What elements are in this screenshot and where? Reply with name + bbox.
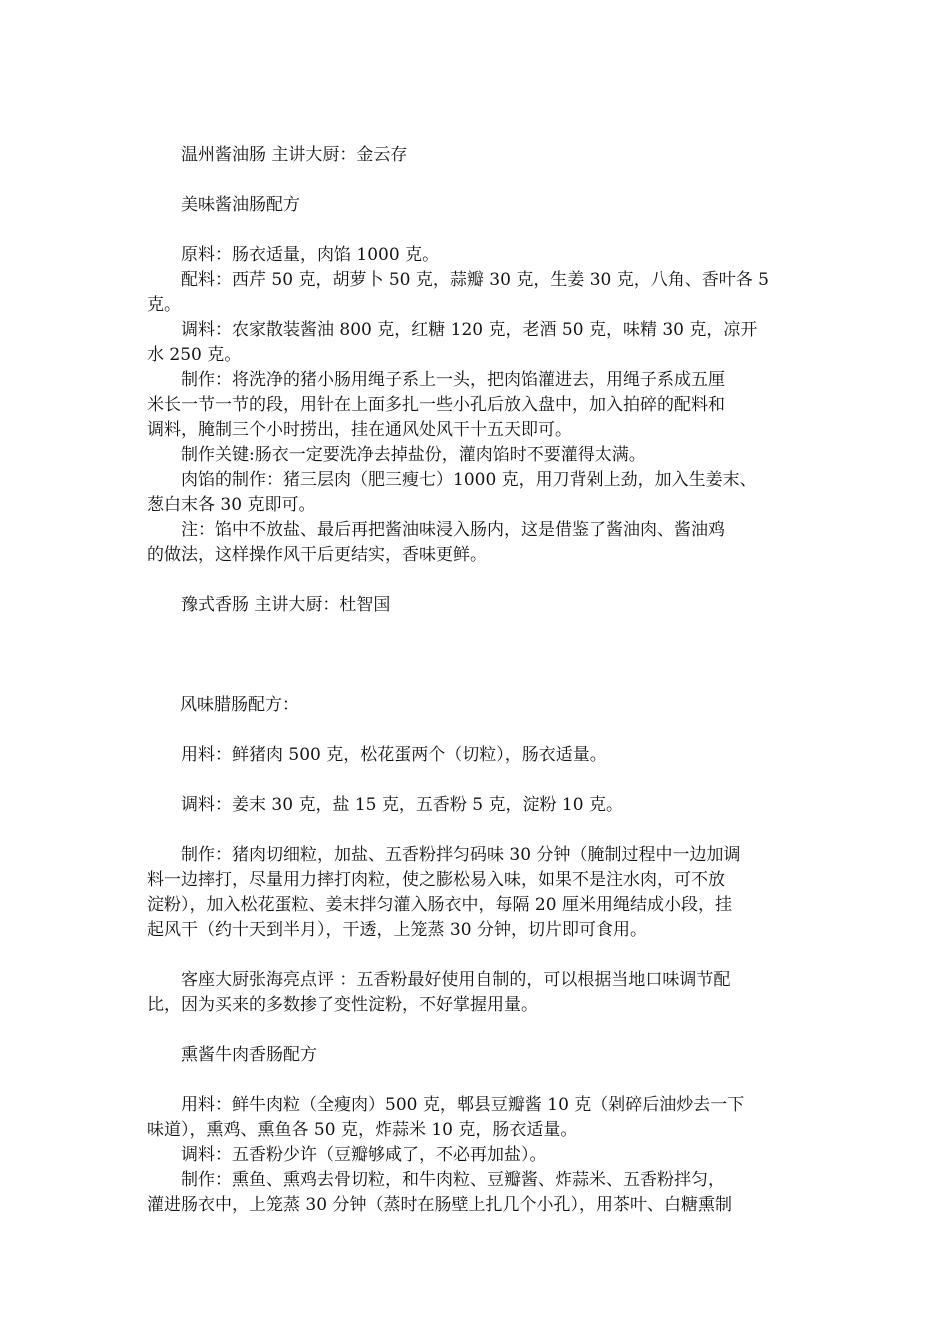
recipe1-seasoning-line1: 调料：农家散装酱油 800 克，红糖 120 克，老酒 50 克，味精 30 克，凉开 xyxy=(181,320,758,340)
recipe1-method-line2: 米长一节一节的段，用针在上面多扎一些小孔后放入盘中，加入拍碎的配料和 xyxy=(147,395,725,415)
recipe2-heading: 豫式香肠 主讲大厨：杜智国 xyxy=(181,595,391,615)
recipe2-seasoning: 调料：姜末 30 克，盐 15 克，五香粉 5 克，淀粉 10 克。 xyxy=(181,795,623,815)
recipe2-method-line1: 制作：猪肉切细粒，加盐、五香粉拌匀码味 30 分钟（腌制过程中一边加调 xyxy=(181,845,741,865)
recipe1-note-line2: 的做法，这样操作风干后更结实，香味更鲜。 xyxy=(147,545,487,565)
recipe3-seasoning: 调料：五香粉少许（豆瓣够咸了，不必再加盐）。 xyxy=(181,1145,547,1165)
recipe2-method-line4: 起风干（约十天到半月），干透，上笼蒸 30 分钟，切片即可食用。 xyxy=(147,920,647,940)
recipe1-heading: 温州酱油肠 主讲大厨：金云存 xyxy=(181,145,408,165)
recipe2-method-line3: 淀粉），加入松花蛋粒、姜末拌匀灌入肠衣中，每隔 20 厘米用绳结成小段，挂 xyxy=(147,895,732,915)
recipe1-title: 美味酱油肠配方 xyxy=(181,195,300,215)
recipe1-key: 制作关键:肠衣一定要洗净去掉盐份，灌肉馅时不要灌得太满。 xyxy=(181,445,646,465)
recipe1-ingredients-line1: 配料：西芹 50 克，胡萝卜 50 克，蒜瓣 30 克，生姜 30 克，八角、香叶各 5 xyxy=(181,270,769,290)
recipe2-comment-line2: 比，因为买来的多数掺了变性淀粉，不好掌握用量。 xyxy=(147,995,538,1015)
recipe2-method-line2: 料一边摔打，尽量用力摔打肉粒，使之膨松易入味，如果不是注水肉，可不放 xyxy=(147,870,725,890)
recipe1-seasoning-line2: 水 250 克。 xyxy=(147,345,242,365)
recipe2-materials: 用料：鲜猪肉 500 克，松花蛋两个（切粒），肠衣适量。 xyxy=(181,745,607,765)
recipe3-method-line1: 制作：熏鱼、熏鸡去骨切粒，和牛肉粒、豆瓣酱、炸蒜米、五香粉拌匀， xyxy=(181,1170,725,1190)
recipe1-filling-line2: 葱白末各 30 克即可。 xyxy=(147,495,316,515)
recipe3-materials-line1: 用料：鲜牛肉粒（全瘦肉）500 克，郫县豆瓣酱 10 克（剁碎后油炒去一下 xyxy=(181,1095,745,1115)
recipe1-method-line3: 调料，腌制三个小时捞出，挂在通风处风干十五天即可。 xyxy=(147,420,572,440)
recipe1-ingredients-line2: 克。 xyxy=(147,295,181,315)
recipe1-raw-materials: 原料：肠衣适量，肉馅 1000 克。 xyxy=(181,245,440,265)
recipe3-method-line2: 灌进肠衣中，上笼蒸 30 分钟（蒸时在肠壁上扎几个小孔），用茶叶、白糖熏制 xyxy=(147,1195,732,1215)
recipe1-note-line1: 注：馅中不放盐、最后再把酱油味浸入肠内，这是借鉴了酱油肉、酱油鸡 xyxy=(181,520,725,540)
recipe2-comment-line1: 客座大厨张海亮点评 ：五香粉最好使用自制的，可以根据当地口味调节配 xyxy=(181,970,731,990)
recipe3-materials-line2: 味道），熏鸡、熏鱼各 50 克，炸蒜米 10 克，肠衣适量。 xyxy=(147,1120,578,1140)
recipe1-filling-line1: 肉馅的制作：猪三层肉（肥三瘦七）1000 克，用刀背剁上劲，加入生姜末、 xyxy=(181,470,757,490)
recipe1-method-line1: 制作：将洗净的猪小肠用绳子系上一头，把肉馅灌进去，用绳子系成五厘 xyxy=(181,370,725,390)
recipe3-title: 熏酱牛肉香肠配方 xyxy=(181,1045,317,1065)
recipe2-title: 风味腊肠配方： xyxy=(180,695,299,715)
